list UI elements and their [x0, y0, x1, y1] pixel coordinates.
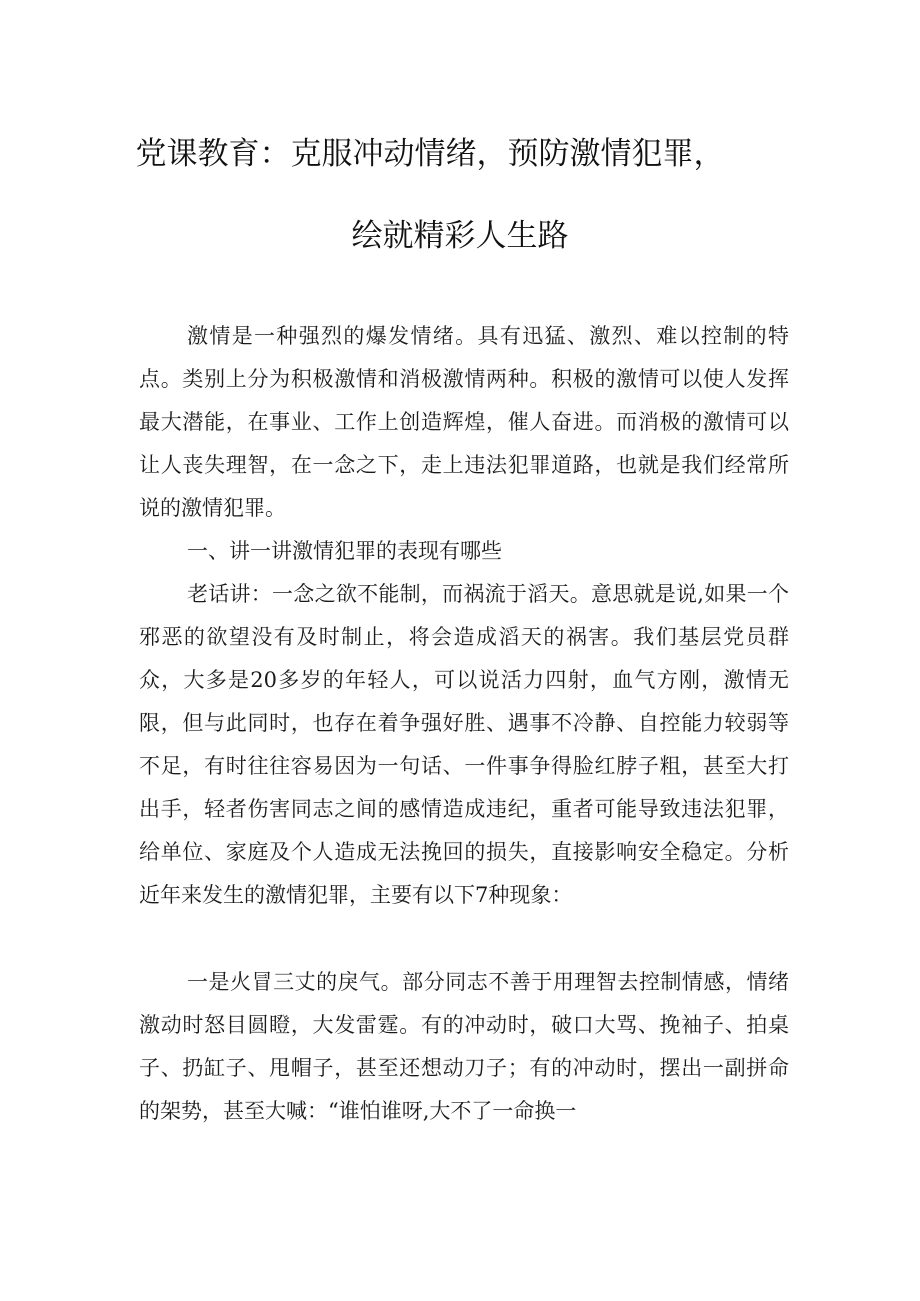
document-title-line-2: 绘就精彩人生路: [351, 218, 569, 254]
document-title-line-1: 党课教育：克服冲动情绪，预防激情犯罪，: [135, 136, 725, 172]
paragraph-first-phenomenon: 一是火冒三丈的戾气。部分同志不善于用理智去控制情感，情绪激动时怒目圆瞪，大发雷霆。有的冲动时，破口大骂、挽袖子、拍桌子、扔缸子、甩帽子，甚至还想动刀子；有的冲动时，摆出一副拼命的架势，甚至大喊：“谁怕谁呀,大不了一命换一: [139, 970, 789, 1123]
paragraph-old-saying: 老话讲：一念之欲不能制，而祸流于滔天。意思就是说,如果一个邪恶的欲望没有及时制止，将会造成滔天的祸害。我们基层党员群众，大多是20多岁的年轻人，可以说活力四射，血气方刚，激情无限，但与此同时，也存在着争强好胜、遇事不冷静、自控能力较弱等不足，有时往往容易因为一句话、一件事争得脸红脖子粗，甚至大打出手，轻者伤害同志之间的感情造成违纪，重者可能导致违法犯罪，给单位、家庭及个人造成无法挽回的损失，直接影响安全稳定。分析近年来发生的激情犯罪，主要有以下7种现象：: [139, 582, 789, 907]
paragraph-intro: 激情是一种强烈的爆发情绪。具有迅猛、激烈、难以控制的特点。类别上分为积极激情和消极激情两种。积极的激情可以使人发挥最大潜能，在事业、工作上创造辉煌，催人奋进。而消极的激情可以让人丧失理智，在一念之下，走上违法犯罪道路，也就是我们经常所说的激情犯罪。: [139, 324, 789, 520]
section-heading-1: 一、讲一讲激情犯罪的表现有哪些: [187, 539, 502, 563]
